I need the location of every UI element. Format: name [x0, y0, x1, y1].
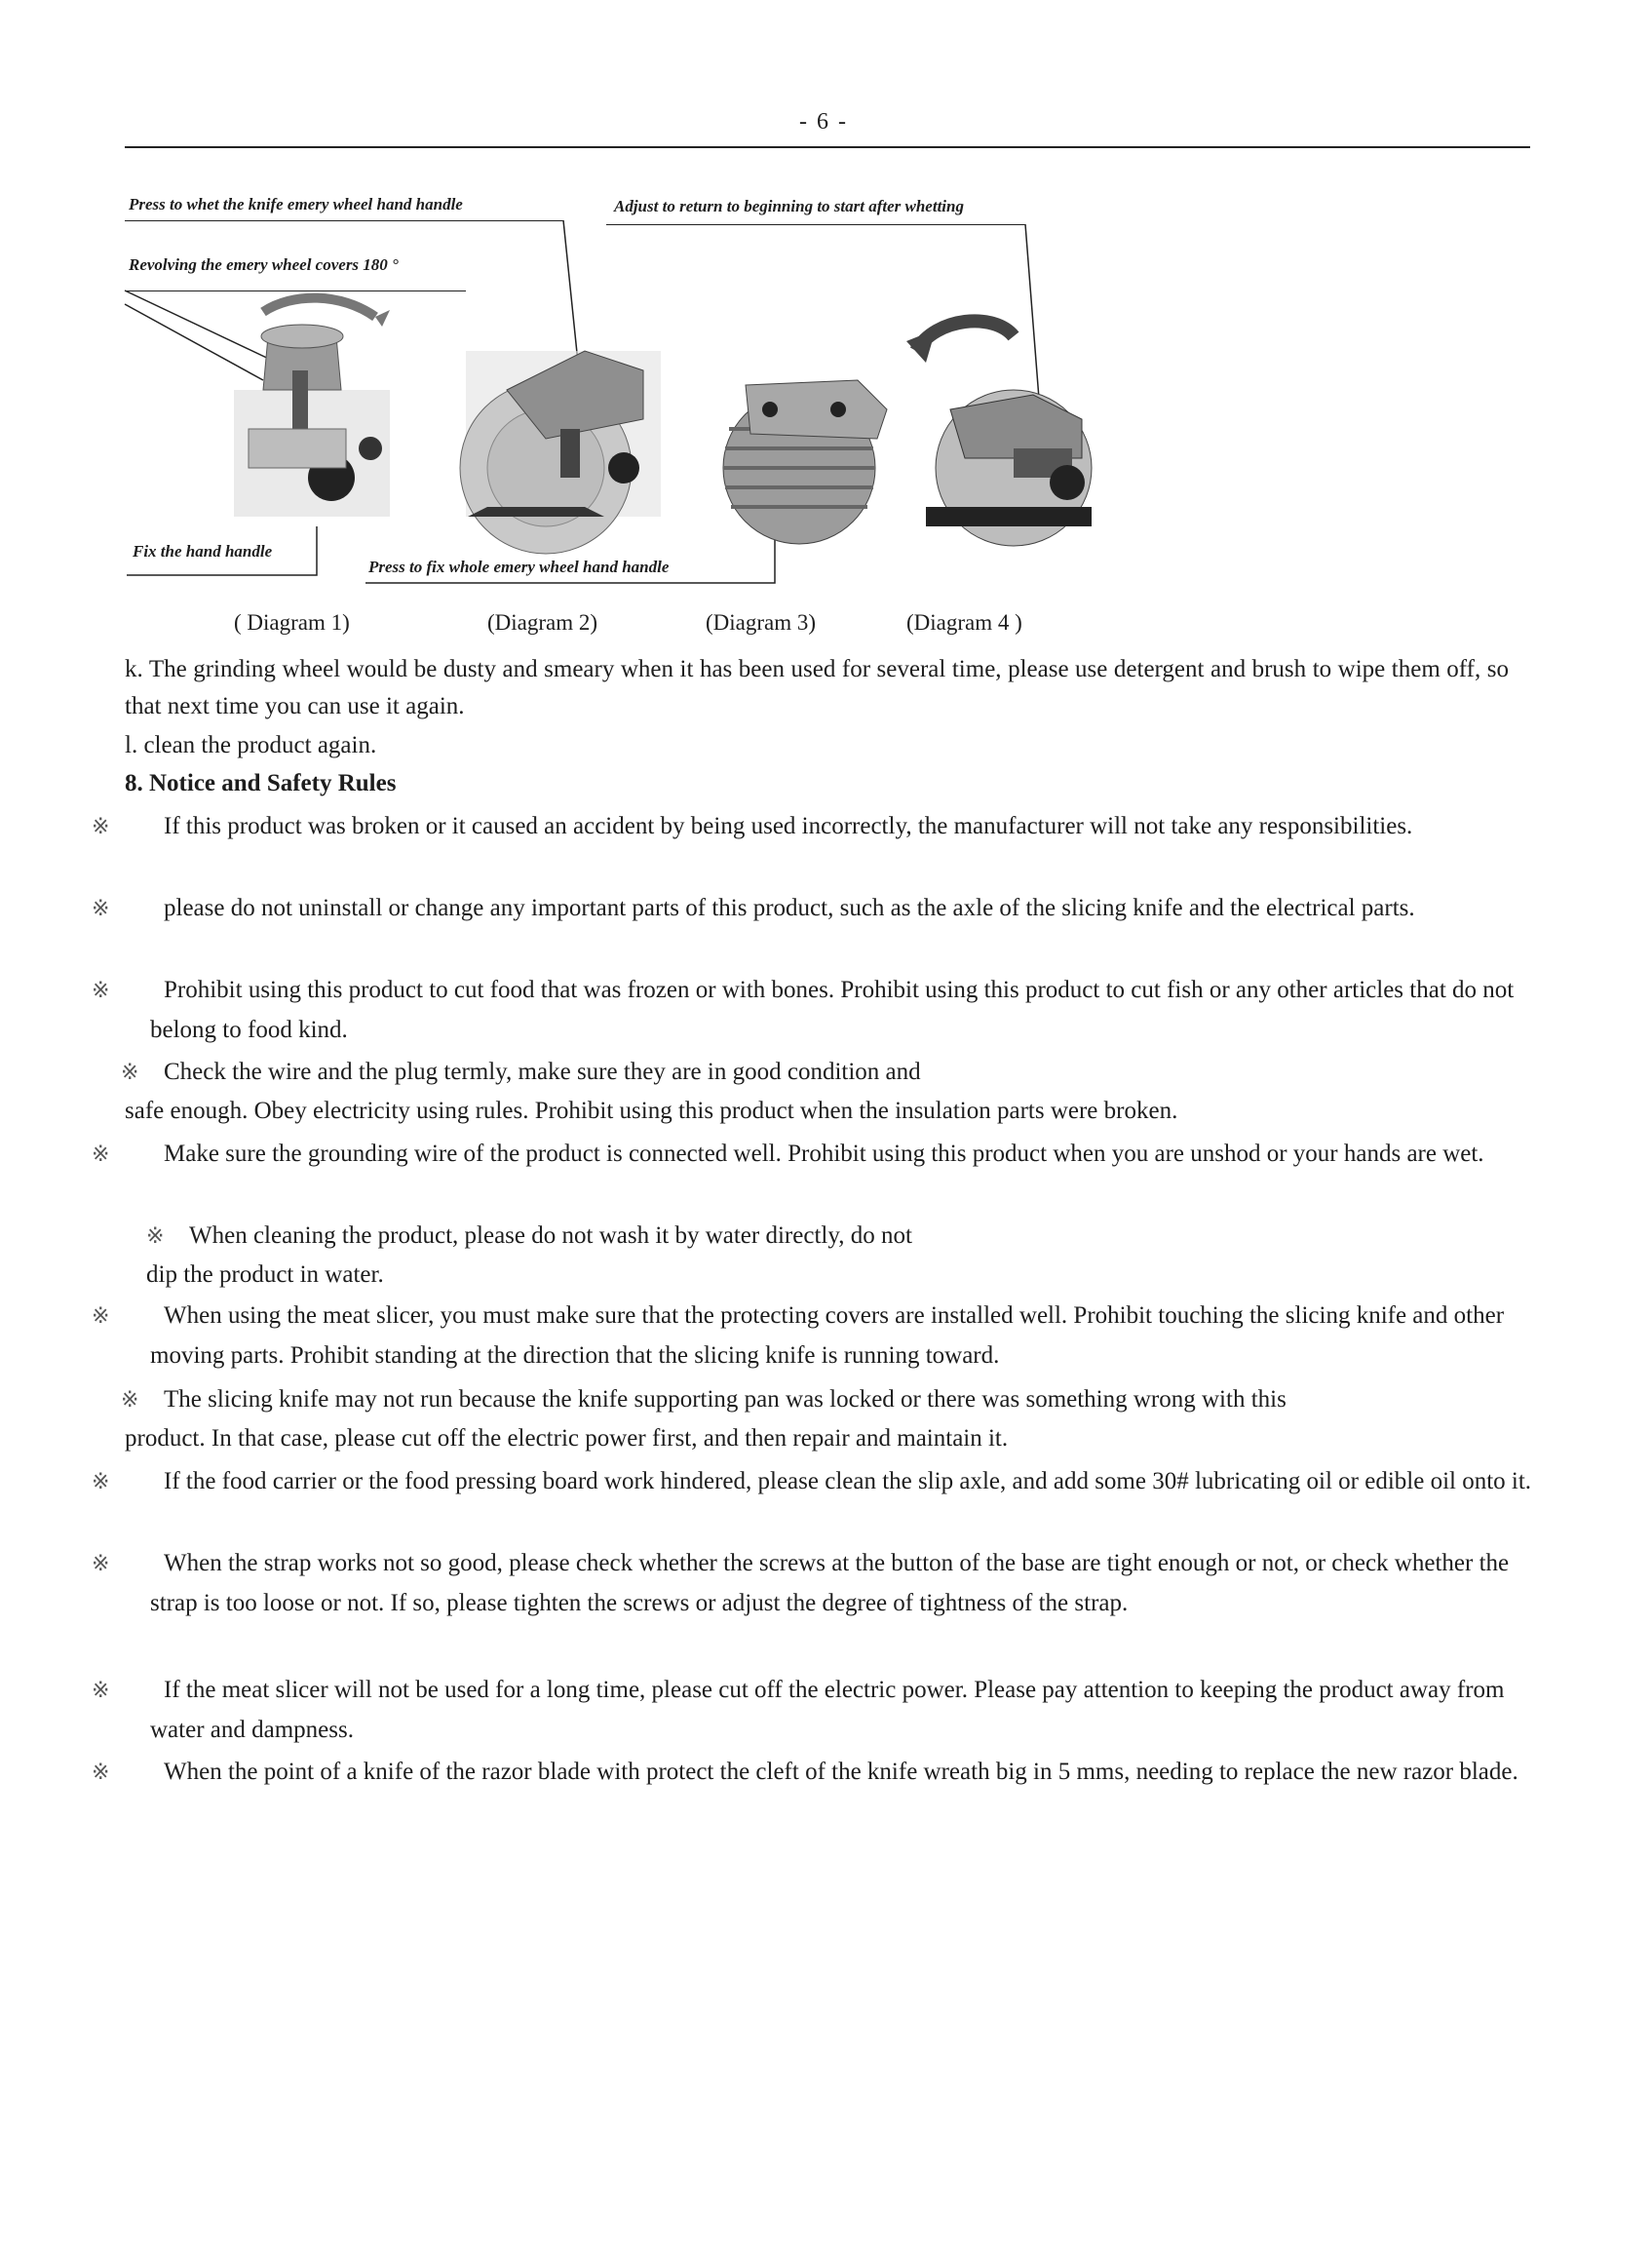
note-4	[121, 1053, 1511, 1093]
note-6-continued	[146, 1256, 1536, 1295]
diagram-3-photo	[723, 380, 887, 544]
diagram-1-photo	[234, 298, 390, 517]
step-k: k. The grinding wheel would be dusty and smeary when it has been used for several time, please use detergent and brush to wipe them off, so that next time you can use it again.	[125, 656, 1509, 719]
note-mark-icon: ※	[92, 897, 110, 921]
note-1	[92, 807, 1540, 847]
caption-diagram-4: (Diagram 4 )	[906, 610, 1022, 635]
callout-revolving-cover: Revolving the emery wheel covers 180 °	[129, 255, 399, 274]
callout-press-fix: Press to fix whole emery wheel hand handle	[368, 558, 670, 576]
note-text: The slicing knife may not run because the knife supporting pan was locked or there was something wrong with this	[164, 1386, 1287, 1413]
note-5	[92, 1135, 1540, 1175]
note-mark-icon: ※	[92, 979, 110, 1003]
slicer-diagrams-figure	[0, 0, 1652, 604]
callout-underline	[125, 220, 563, 221]
note-2	[92, 889, 1540, 929]
step-l: l. clean the product again.	[125, 732, 377, 758]
note-text: If the meat slicer will not be used for a long time, please cut off the electric power. Please pay attention to keeping the product away from water and dampness.	[150, 1677, 1505, 1743]
note-mark-icon: ※	[146, 1224, 165, 1249]
note-text: Check the wire and the plug termly, make sure they are in good condition and	[164, 1059, 921, 1085]
note-mark-icon: ※	[92, 1679, 110, 1703]
note-8	[121, 1380, 1511, 1420]
diagram-2-photo	[460, 351, 661, 554]
note-text: When cleaning the product, please do not wash it by water directly, do not	[189, 1222, 912, 1249]
note-text: If the food carrier or the food pressing board work hindered, please clean the slip axle, and add some 30# lubricating oil or edible oil onto it.	[164, 1468, 1532, 1494]
caption-diagram-2: (Diagram 2)	[487, 610, 598, 635]
note-text: dip the product in water.	[146, 1261, 384, 1288]
note-text: Prohibit using this product to cut food that was frozen or with bones. Prohibit using this product to cut fish or any other articles that do not belong to food kind.	[150, 977, 1515, 1043]
note-6	[146, 1217, 1536, 1257]
note-text: Make sure the grounding wire of the product is connected well. Prohibit using this product when you are unshod or your hands are wet.	[164, 1141, 1484, 1167]
note-mark-icon: ※	[121, 1061, 139, 1085]
note-text: please do not uninstall or change any important parts of this product, such as the axle of the slicing knife and the electrical parts.	[164, 895, 1415, 921]
note-mark-icon: ※	[92, 1552, 110, 1576]
note-text: product. In that case, please cut off the electric power first, and then repair and maintain it.	[125, 1425, 1009, 1452]
note-text: If this product was broken or it caused an accident by being used incorrectly, the manufacturer will not take any responsibilities.	[164, 813, 1413, 839]
note-12	[92, 1753, 1540, 1793]
section-heading: 8. Notice and Safety Rules	[125, 770, 397, 796]
callout-press-whet: Press to whet the knife emery wheel hand handle	[129, 195, 463, 213]
note-9	[92, 1462, 1540, 1502]
note-text: When the point of a knife of the razor blade with protect the cleft of the knife wreath big in 5 mms, needing to replace the new razor blade.	[164, 1759, 1518, 1785]
header-rule	[125, 146, 1530, 148]
note-10	[92, 1544, 1540, 1623]
note-text: safe enough. Obey electricity using rules. Prohibit using this product when the insulation parts were broken.	[125, 1098, 1178, 1124]
note-mark-icon: ※	[92, 1761, 110, 1785]
callout-underline	[606, 224, 1025, 225]
callout-fix-handle: Fix the hand handle	[133, 542, 273, 561]
note-11	[92, 1671, 1540, 1750]
note-mark-icon: ※	[92, 1470, 110, 1494]
note-8-continued	[125, 1419, 1515, 1458]
note-mark-icon: ※	[92, 815, 110, 839]
note-3	[92, 971, 1540, 1050]
note-text: When using the meat slicer, you must make sure that the protecting covers are installed well. Prohibit touching the slicing knife and other moving parts. Prohibit standing at the direction that the slicing knife is running toward.	[150, 1302, 1505, 1369]
callout-adjust-return: Adjust to return to beginning to start after whetting	[614, 197, 964, 215]
note-7	[92, 1297, 1540, 1375]
caption-diagram-3: (Diagram 3)	[706, 610, 817, 635]
note-4-continued	[125, 1092, 1515, 1131]
callout-underline	[125, 290, 466, 291]
page-number: - 6 -	[799, 109, 848, 135]
note-mark-icon: ※	[121, 1388, 139, 1413]
note-mark-icon: ※	[92, 1142, 110, 1167]
diagram-4-photo	[906, 321, 1092, 546]
note-text: When the strap works not so good, please check whether the screws at the button of the base are tight enough or not, or check whether the strap is too loose or not. If so, please tighten the screws or adjust the degree of tightness of the strap.	[150, 1550, 1510, 1616]
note-mark-icon: ※	[92, 1304, 110, 1329]
caption-diagram-1: ( Diagram 1)	[234, 610, 350, 635]
